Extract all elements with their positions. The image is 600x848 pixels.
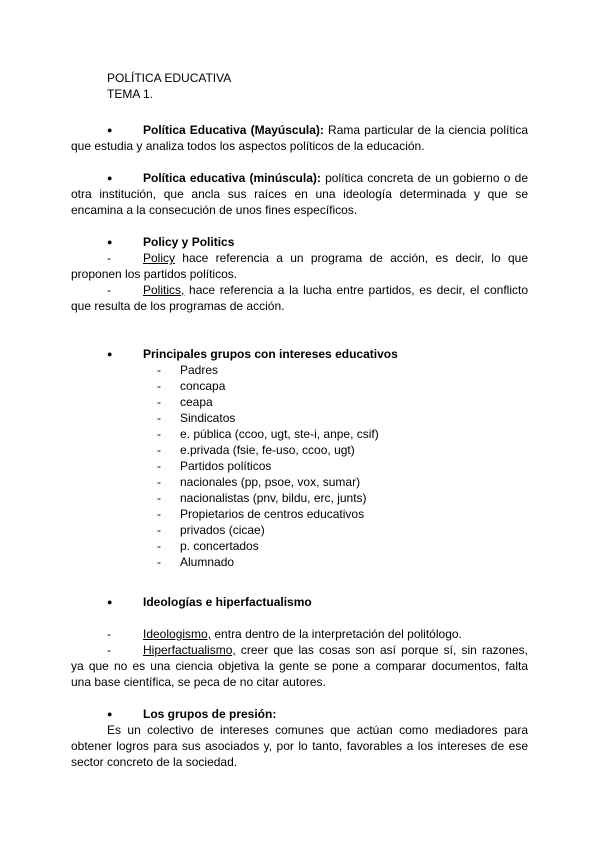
dash-marker: -: [107, 251, 111, 265]
dash-marker: -: [157, 475, 161, 489]
bullet-icon: ●: [107, 125, 113, 135]
s2-line1: [143, 170, 528, 186]
list-item: Padres: [180, 363, 219, 377]
s5-item2-rest: creer que las cosas son así porque sí, sin razones,: [235, 643, 528, 657]
list-item: e.privada (fsie, fe-uso, ccoo, ugt): [180, 443, 355, 457]
s6-line2: obtener logros para sus asociados y, por lo tanto, favorables a los intereses de ese: [71, 739, 528, 753]
s5-item1-line1: [143, 626, 462, 642]
dash-marker: -: [157, 427, 161, 441]
list-item: ceapa: [180, 395, 213, 409]
dash-marker: -: [157, 363, 161, 377]
list-item: Sindicatos: [180, 411, 236, 425]
list-item: Alumnado: [180, 555, 235, 569]
s6-line1: Es un colectivo de intereses comunes que actúan como mediadores para: [107, 723, 528, 737]
s3-item2-term: Politics,: [143, 283, 185, 297]
s1-line2: que estudia y analiza todos los aspectos políticos de la educación.: [71, 139, 425, 153]
document-title: POLÍTICA EDUCATIVA: [107, 71, 232, 85]
dash-marker: -: [157, 507, 161, 521]
s3-item1-term: Policy: [143, 251, 176, 265]
s5-item2-line2: ya que no es una ciencia objetiva la gente se pone a comparar documentos, falta: [71, 659, 528, 673]
document-subtitle: TEMA 1.: [107, 87, 154, 101]
dash-marker: -: [157, 395, 161, 409]
dash-marker: -: [107, 627, 111, 641]
dash-marker: -: [107, 643, 111, 657]
list-item: e. pública (ccoo, ugt, ste-i, anpe, csif): [180, 427, 379, 441]
dash-marker: -: [157, 443, 161, 457]
bullet-icon: ●: [107, 173, 113, 183]
list-item: privados (cicae): [180, 523, 265, 537]
bullet-icon: ●: [107, 237, 113, 247]
bullet-icon: ●: [107, 597, 113, 607]
s5-item2-term: Hiperfactualismo,: [143, 643, 236, 657]
list-item: nacionalistas (pnv, bildu, erc, junts): [180, 491, 367, 505]
s3-item2-line1: [143, 282, 528, 298]
bullet-icon: ●: [107, 709, 113, 719]
s1-line1-rest: Rama particular de la ciencia política: [323, 123, 528, 137]
s6-heading: Los grupos de presión:: [143, 707, 277, 721]
s2-line2: otra institución, que ancla sus raíces en una ideología determinada y que se: [71, 187, 528, 201]
dash-marker: -: [157, 459, 161, 473]
dash-marker: -: [157, 491, 161, 505]
list-item: Propietarios de centros educativos: [180, 507, 365, 521]
s2-line1-rest: política concreta de un gobierno o de: [320, 171, 528, 185]
bullet-icon: ●: [107, 349, 113, 359]
s6-line3: sector concreto de la sociedad.: [71, 755, 238, 769]
s5-heading: Ideologías e hiperfactualismo: [143, 595, 312, 609]
list-item: Partidos políticos: [180, 459, 272, 473]
dash-marker: -: [107, 283, 111, 297]
s5-item1-term: Ideologismo,: [143, 627, 212, 641]
s4-heading: Principales grupos con intereses educativos: [143, 347, 398, 361]
s3-item1-line1: [143, 250, 528, 266]
s2-term: Política educativa (minúscula):: [143, 171, 321, 185]
s1-line1: [143, 122, 528, 138]
dash-marker: -: [157, 379, 161, 393]
s3-item2-line2: que resulta de los programas de acción.: [71, 299, 285, 313]
s2-line3: encamina a la consecución de unos fines específicos.: [71, 203, 358, 217]
dash-marker: -: [157, 539, 161, 553]
list-item: p. concertados: [180, 539, 259, 553]
s5-item2-line3: una base científica, se peca de no citar autores.: [71, 675, 326, 689]
s5-item2-line1: [143, 642, 528, 658]
s3-heading: Policy y Politics: [143, 235, 235, 249]
s5-item1-rest: entra dentro de la interpretación del politólogo.: [211, 627, 462, 641]
dash-marker: -: [157, 523, 161, 537]
dash-marker: -: [157, 555, 161, 569]
dash-marker: -: [157, 411, 161, 425]
list-item: concapa: [180, 379, 226, 393]
s3-item2-rest: hace referencia a la lucha entre partidos, es decir, el conflicto: [184, 283, 528, 297]
s1-term: Política Educativa (Mayúscula):: [143, 123, 324, 137]
s3-item1-rest: hace referencia a un programa de acción, es decir, lo que: [175, 251, 528, 265]
s3-item1-line2: proponen los partidos políticos.: [71, 267, 238, 281]
list-item: nacionales (pp, psoe, vox, sumar): [180, 475, 361, 489]
